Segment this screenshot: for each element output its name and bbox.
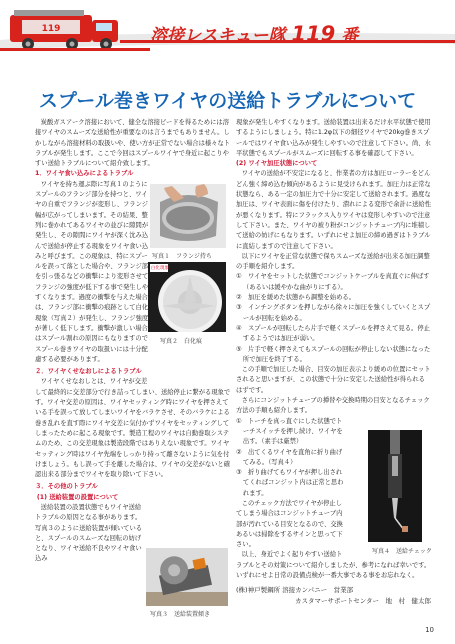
banner-title bbox=[150, 21, 358, 46]
list-item: ② 加圧を緩めた状態から調整を始める。 bbox=[236, 294, 355, 302]
list-item: ④ スプールが回転したら片手で軽くスプールを押さえて見る。停止するようでは加圧が弱い。 bbox=[236, 324, 430, 343]
caption-photo3: 写真３ 送給装置傾き bbox=[150, 611, 211, 618]
paragraph: 現象が発生しやすくなります。送給装置は出来るだけ水平状態で使用するようにしましょう。特に1.2φ以下の細径ワイヤで20kg巻きスプールではワイヤ食い込みが発生しやすいので注意して下さい。尚、水平状態でもスプールがスムーズに回転する事を確認して下さい。 bbox=[236, 119, 431, 157]
paragraph: 炭酸ガスアーク溶接において、健全な溶接ビードを得るためには溶接ワイヤのスムーズな送給性が重要なのは言うまでもありません。しかしながら溶接材料の取扱いや、使い方が正常でない場合は様々なトラブルが発生します。ここで今回はスプールワイヤで身近に起こりやすい送給トラブルについて紹介致します。 bbox=[35, 119, 231, 168]
article-title: スプール巻きワイヤの送給トラブルについて bbox=[38, 90, 417, 112]
list-item: ① ワイヤをセットした状態でコンジットケーブルを真直ぐに伸ばす（あるいは緩やかな曲がりにする）。 bbox=[236, 273, 430, 291]
banner-number: 119 bbox=[291, 22, 336, 46]
banner-suffix: 番 bbox=[341, 26, 359, 46]
paragraph: ワイヤの送給が不安定になると、作業者の方は加圧ローラーをどんどん強く締め込む傾向があるように見受けられます。加圧力は正常な状態なら、ある一定の加圧力で十分に安定して送給されます。過度な加圧は、ワイヤ表面に傷を付けたり、潰れによる変形で余計に送給性が悪くなります。特にフラックス入りワイヤは変形しやすいので注意して下さい。また、ワイヤの被り粉がコンジットチューブ内に堆積して送給の妨げにもなります。いずれにせよ加圧の締め過ぎはトラブルに直結しますので注意して下さい。 bbox=[236, 170, 432, 250]
paragraph: ワイヤを持ち運ぶ際に写真１のようにスプールのフランジ部分を持つと、ワイヤの自重でフランジが変形し、フランジ幅が広がってしまいます。その結果、整列に巻かれてあるワイヤの並びに隙間が発生し、その隙間にワイヤが深く沈み込んで送給が停止する現象をワイヤ食い込みと呼びます。この現象は、特にスプールを誤って落とした場合や、フランジ部を引っ張るなどの衝撃により変形させてフランジの強度が低下する事で発生しやすくなります。過度の衝撃を与えた場合は、フランジ部に衝撃の痕跡として白化現象（写真２）が発生し、フランジ強度が著しく低下します。衝撃が激しい場合はスプール割れの原因にもなりますのでスプール巻きワイヤの取扱いには十分配慮する必要があります。 bbox=[35, 180, 149, 363]
sub-heading: (2) ワイヤ加圧状態について bbox=[236, 160, 318, 168]
list-item: ③ 折り曲げてもワイヤが押し出されてくればコンジット内は正常と思われます。 bbox=[236, 469, 344, 497]
paragraph: さらにコンジットチューブの挿替や交換時期の目安となるチェック方法の手順も紹介します。 bbox=[236, 397, 430, 415]
photo2-label: 白化現象 bbox=[151, 266, 169, 271]
photo-whitening bbox=[148, 262, 226, 332]
section-heading: ２．ワイヤくせなおしによるトラブル bbox=[35, 368, 142, 376]
paragraph: 送給装置の設置状態でもワイヤ送給トラブルの原因となる事があります。写真３のように送給装置が傾いていると、スプールのスムーズな回転の妨げとなり、ワイヤ送給不良やワイヤ食い込み bbox=[35, 503, 143, 563]
section-heading: 1．ワイヤ食い込みによるトラブル bbox=[35, 170, 134, 178]
author-company: (株)神戸製鋼所 溶接カンパニー 営業部 bbox=[236, 586, 354, 595]
paragraph: この手順で加圧した場合、目安の加圧表示より緩めの位置にセットされると思いますが、この状態で十分に安定した送給性が得られるはずです。 bbox=[236, 366, 431, 394]
photo-flange-hold bbox=[150, 184, 226, 248]
page-number: 10 bbox=[425, 626, 434, 634]
header-banner bbox=[0, 0, 455, 60]
paragraph: ワイヤくせなおしとは、ワイヤが交差して最終的に交差部分で行き詰ってしまい、送給停止に繋がる現象です。ワイヤ交差の原因は、ワイヤセッティング時にワイヤを押さえている手を誤って放してしまいワイヤをバラケさせ、そのバラケによる巻き乱れを直す際にワイヤ交差に気付かずワイヤをセッティングしてしまったために起こる現象です。製造工程のワイヤは自動巻取システムのため、この交差現象は製造段階ではありえない現象です。ワイヤセッティング時はワイヤ先端をしっかり持って離さないように気を付けましょう。もし誤って手を離した場合は、ワイヤの交差がないと確認出来る部分までワイヤを取り除いて下さい。 bbox=[35, 378, 231, 479]
list-item: ① トーチを真っ直ぐにした状態でトーチスイッチを押し続け、ワイヤを出す。（素手は厳禁） bbox=[236, 417, 343, 446]
section-heading: ３．その他のトラブル bbox=[35, 483, 98, 491]
photo-feeder-tilt bbox=[146, 548, 228, 606]
paragraph: 以下にワイヤを正常な状態で保ちスムーズな送給が出来る加圧調整の手順を紹介します。 bbox=[236, 252, 430, 271]
sub-heading: (1) 送給装置の設置について bbox=[36, 493, 119, 501]
paragraph: 以上、身近でよく起りやすい送給トラブルとその対策について紹介しましたが、参考になれば幸いです。いずれにせよ日常の設備点検が一番大事である事をお忘れなく。 bbox=[236, 551, 431, 580]
banner-title-text: 溶接レスキュー隊 bbox=[150, 26, 286, 46]
list-item: ③ インチングボタンを押しながら徐々に加圧を強くしていくとスプールが回転を始める。 bbox=[236, 304, 431, 322]
caption-photo2: 写真２ 白化痕 bbox=[160, 338, 203, 345]
paragraph: このチェック方法でワイヤが停止してしまう場合はコンジットチューブ内部が汚れている目安となるので、交換あるいは掃除をするサインと思って下さい。 bbox=[236, 499, 343, 549]
author-name: カスタマーサポートセンター 地 村 健太郎 bbox=[294, 596, 431, 605]
list-item: ② 出てくるワイヤを直角に折り曲げてみる。（写真４） bbox=[236, 448, 343, 466]
photo-wire-check bbox=[368, 430, 422, 542]
caption-photo1: 写真１ フランジ持ち bbox=[152, 253, 212, 260]
caption-photo4: 写真４ 送給チェック bbox=[372, 548, 432, 555]
svg-text:119: 119 bbox=[41, 24, 61, 34]
list-item: ⑤ 片手で軽く押さえてもスプールの回転が停止しない状態になった所で加圧を終了する。 bbox=[236, 345, 431, 363]
